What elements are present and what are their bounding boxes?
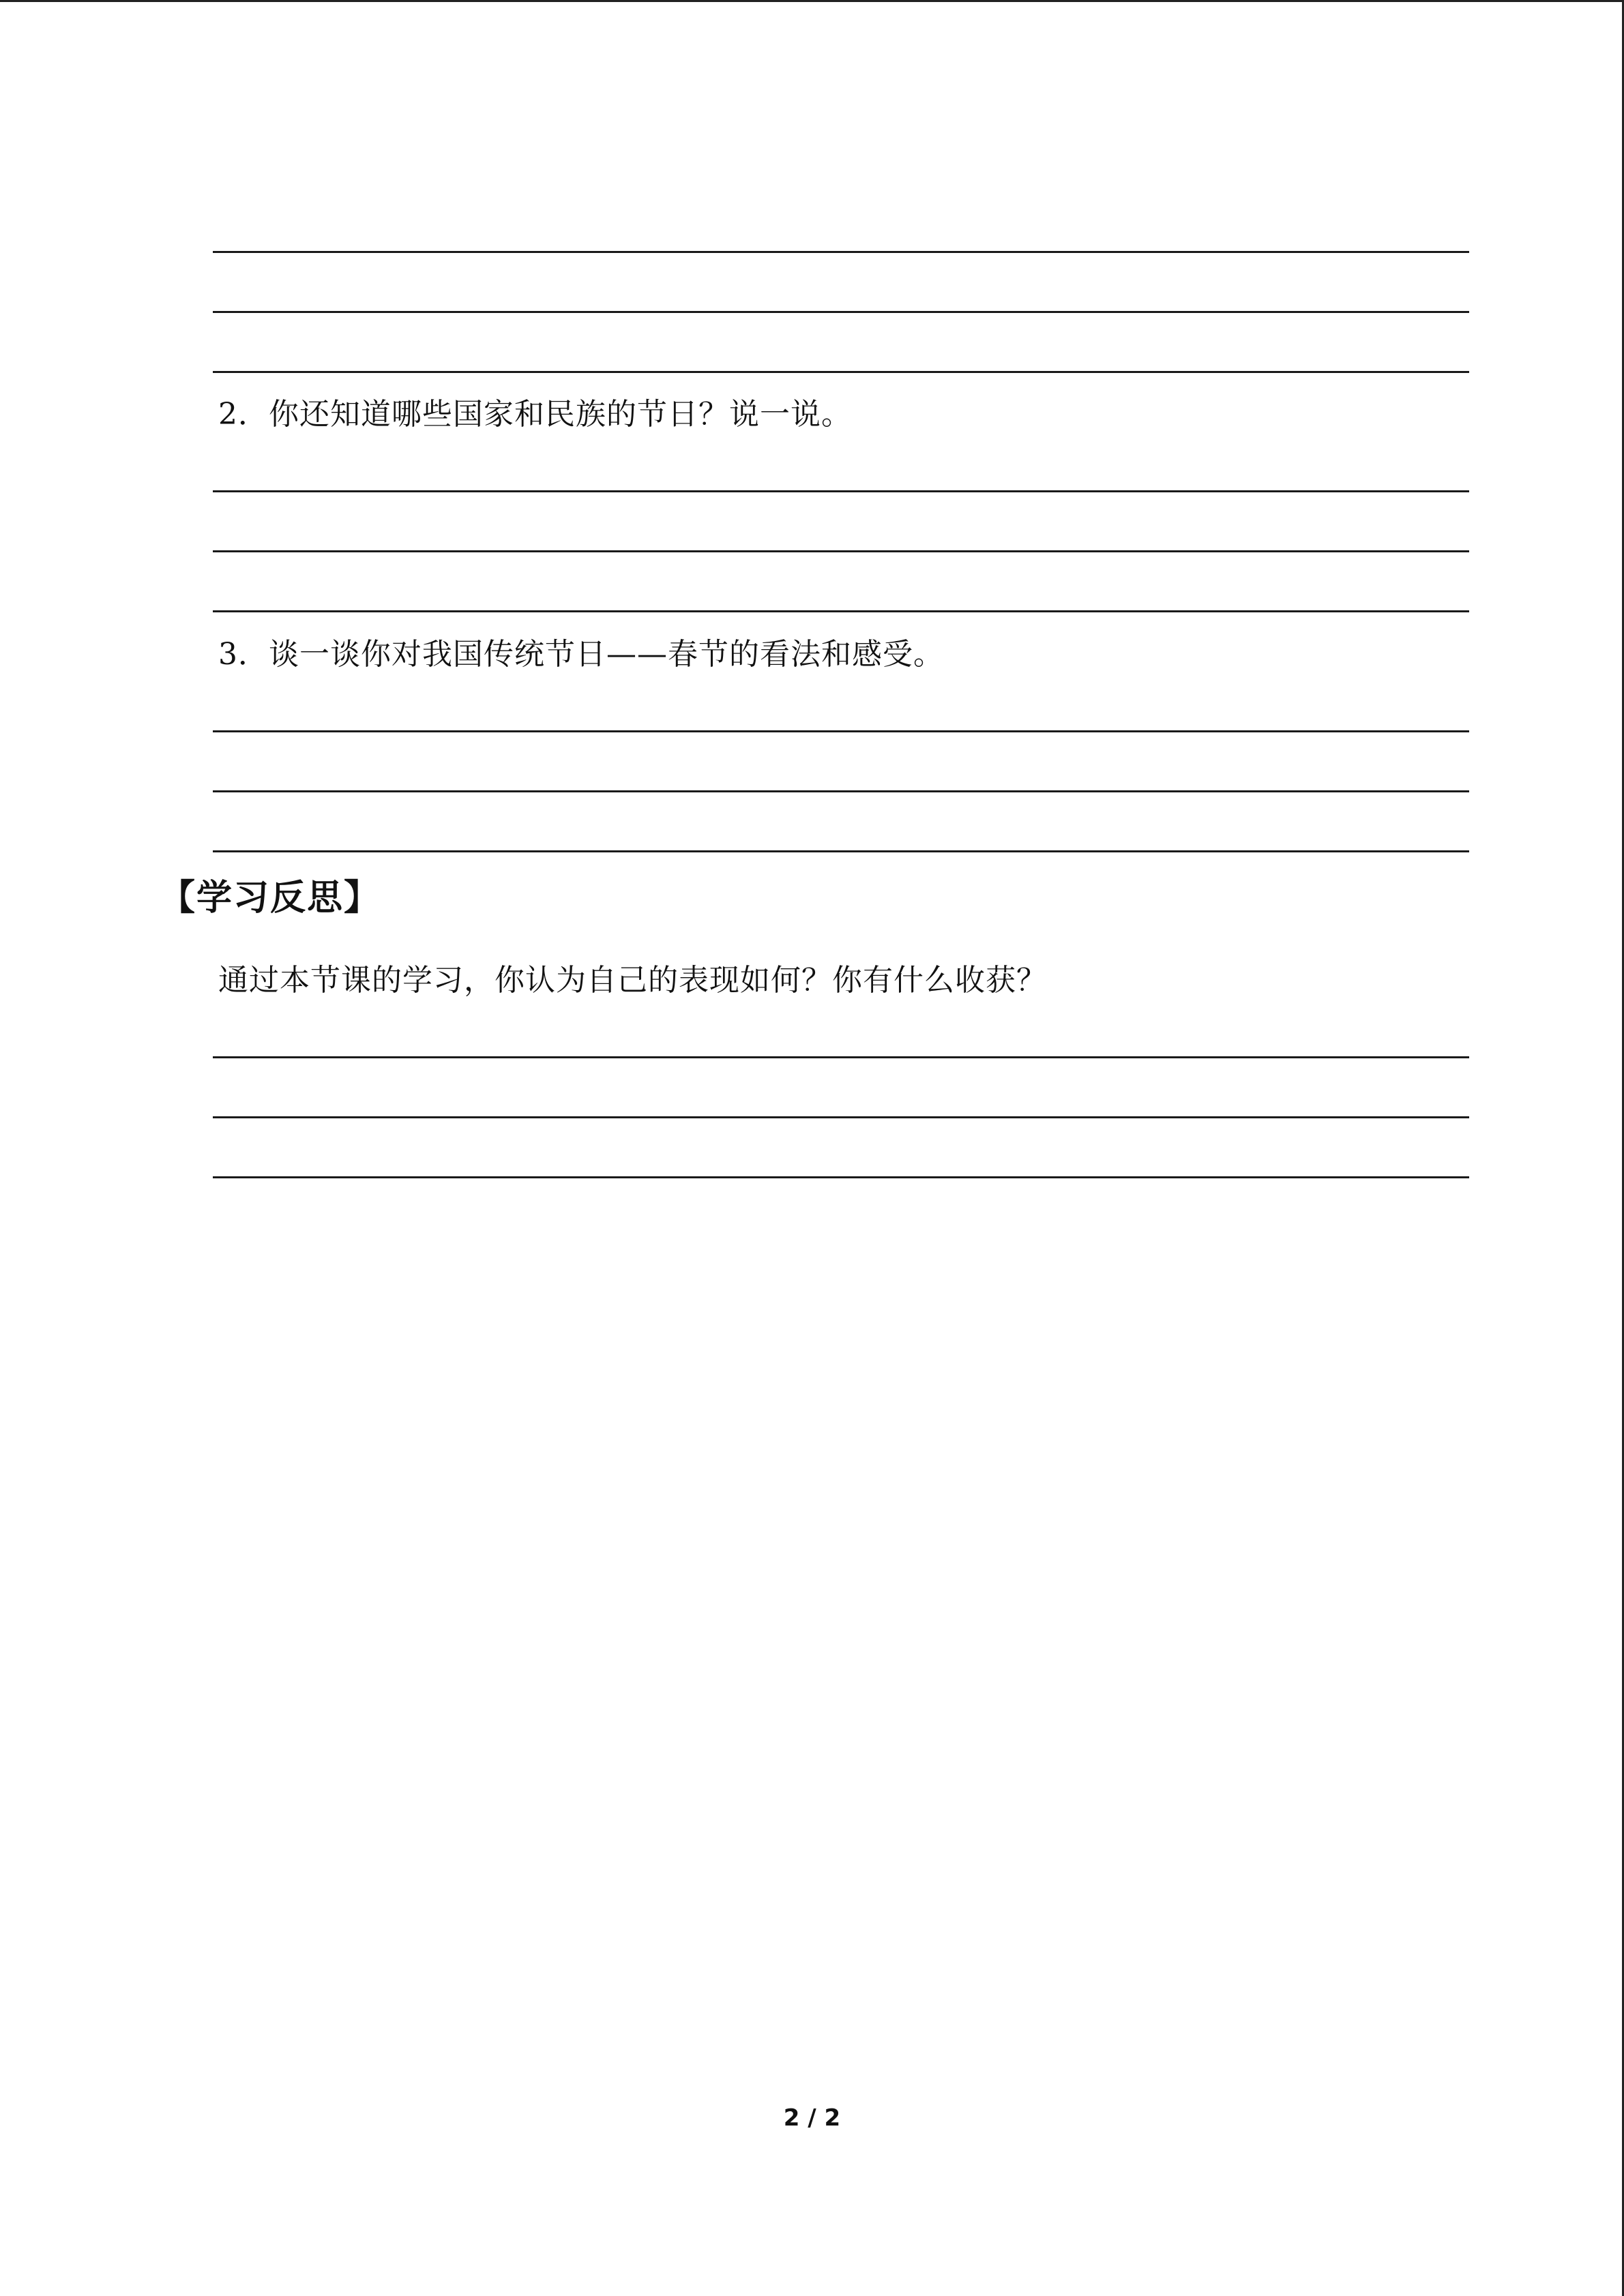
answer-line xyxy=(213,311,1469,313)
section-heading-reflection: 【学习反思】 xyxy=(160,877,381,919)
answer-line xyxy=(213,610,1469,612)
answer-line xyxy=(213,1056,1469,1058)
page-top-border xyxy=(0,0,1624,2)
answer-line xyxy=(213,371,1469,373)
answer-line xyxy=(213,1176,1469,1178)
answer-line xyxy=(213,490,1469,492)
answer-line xyxy=(213,730,1469,732)
answer-line xyxy=(213,1116,1469,1118)
answer-line xyxy=(213,550,1469,552)
question-3: 3．谈一谈你对我国传统节日——春节的看法和感受。 xyxy=(218,637,944,672)
answer-line xyxy=(213,251,1469,253)
answer-line xyxy=(213,790,1469,792)
answer-line xyxy=(213,850,1469,852)
page-number: 2 / 2 xyxy=(783,2104,841,2132)
reflection-prompt: 通过本节课的学习，你认为自己的表现如何？你有什么收获？ xyxy=(218,963,1047,998)
question-2: 2．你还知道哪些国家和民族的节日？说一说。 xyxy=(218,397,852,432)
